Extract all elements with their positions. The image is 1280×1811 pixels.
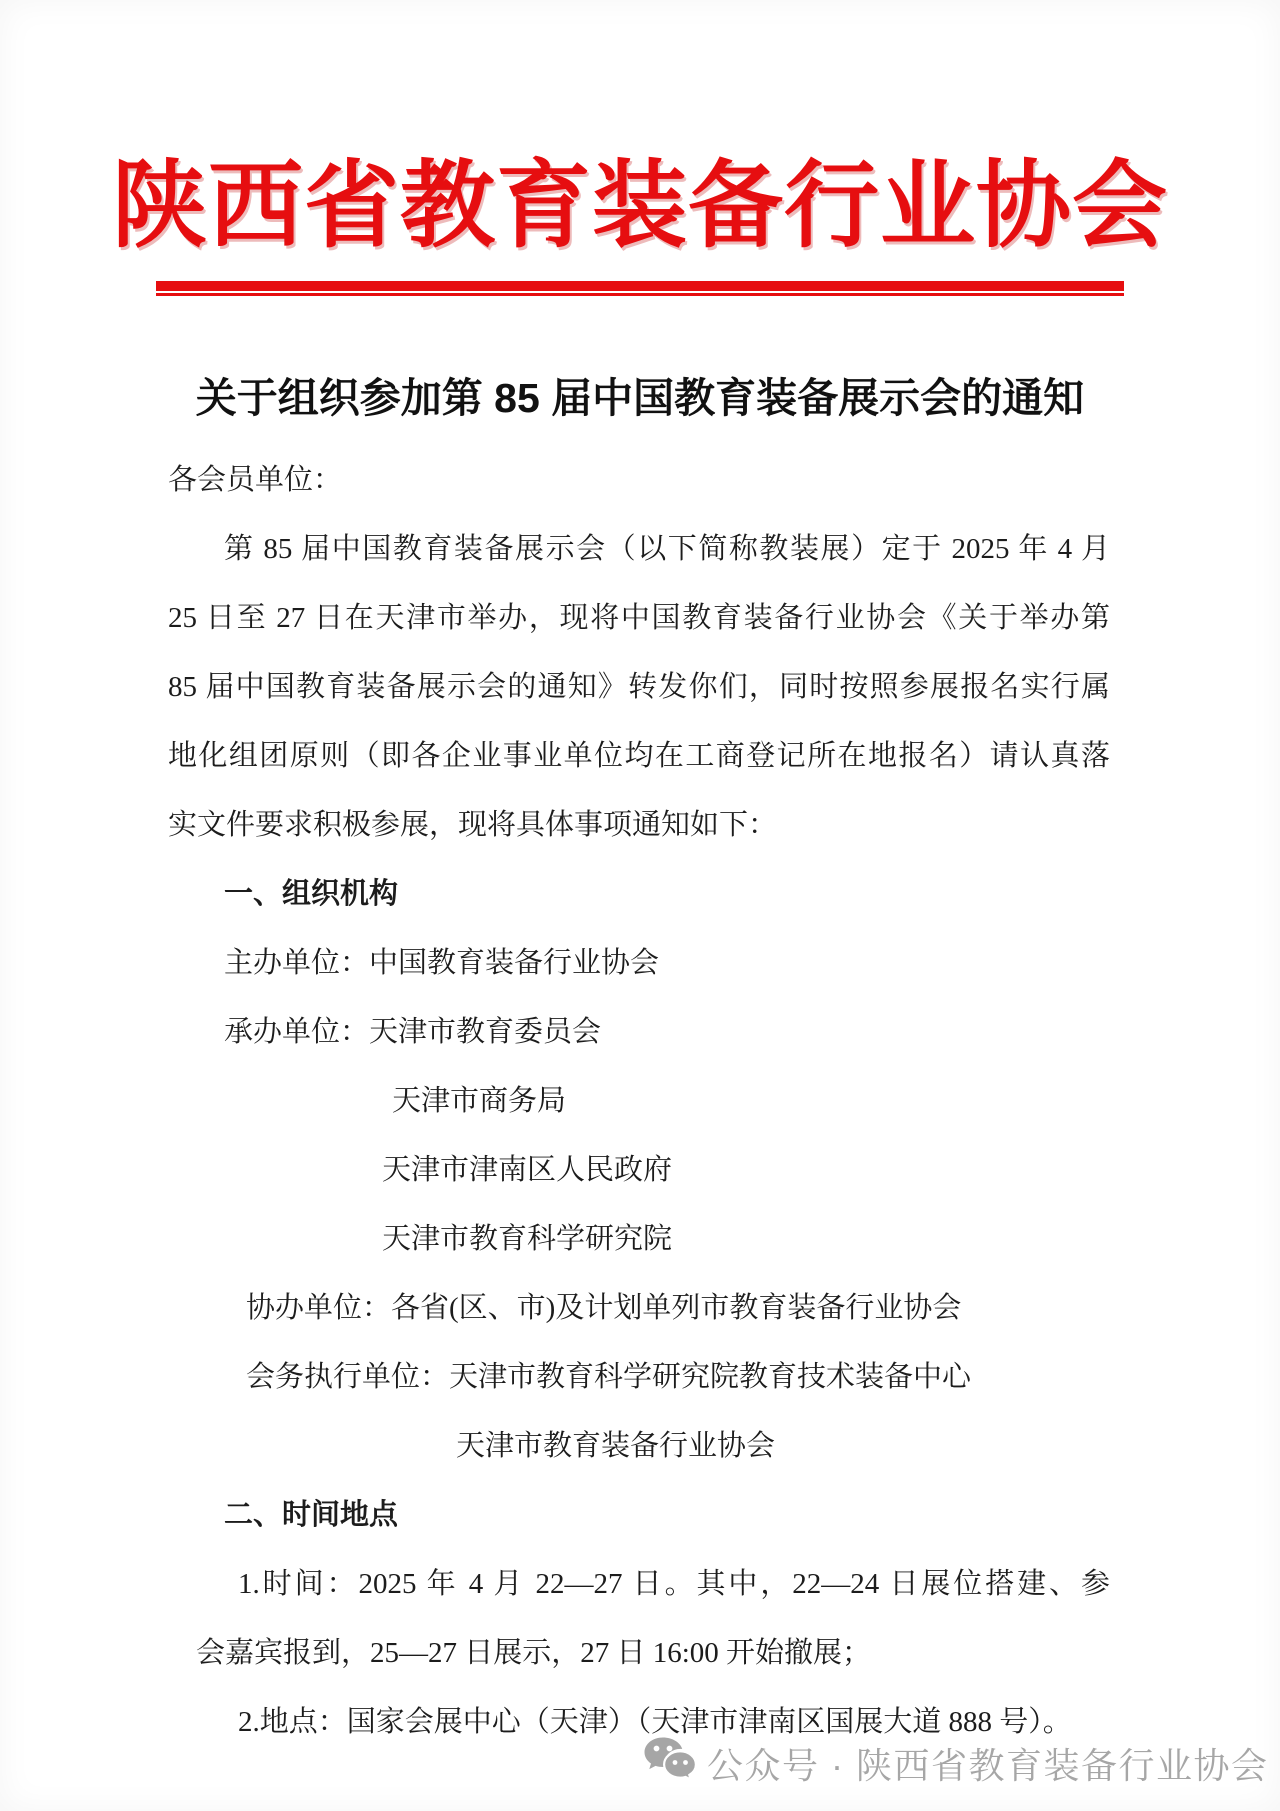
notice-body xyxy=(168,446,1110,1757)
paragraph-line: 实文件要求积极参展，现将具体事项通知如下： xyxy=(168,809,778,841)
org-organizer-cont-line: 天津市津南区人民政府 xyxy=(382,1154,673,1186)
venue-line: 2.地点：国家会展中心（天津）（天津市津南区国展大道 888 号）。 xyxy=(238,1706,1072,1738)
paragraph-line: 85 届中国教育装备展示会的通知》转发你们，同时按照参展报名实行属 xyxy=(168,671,1110,703)
watermark-text: 公众号 · 陕西省教育装备行业协会 xyxy=(707,1745,1269,1786)
masthead-rule xyxy=(156,281,1124,296)
org-executive-cont-line: 天津市教育装备行业协会 xyxy=(456,1430,776,1462)
section-2-heading: 二、时间地点 xyxy=(224,1499,399,1531)
org-organizer-cont-line: 天津市教育科学研究院 xyxy=(382,1223,673,1255)
org-host-line: 主办单位：中国教育装备行业协会 xyxy=(224,947,660,979)
masthead-title: 陕西省教育装备行业协会 xyxy=(111,153,1168,259)
salutation-line: 各会员单位： xyxy=(168,464,343,496)
masthead-rule-thick xyxy=(156,281,1124,291)
wechat-icon xyxy=(643,1736,697,1791)
paragraph-line: 地化组团原则（即各企业事业单位均在工商登记所在地报名）请认真落 xyxy=(168,740,1110,772)
org-executive-line: 会务执行单位：天津市教育科学研究院教育技术装备中心 xyxy=(246,1361,972,1393)
paragraph-line: 第 85 届中国教育装备展示会（以下简称教装展）定于 2025 年 4 月 xyxy=(224,533,1110,565)
notice-title: 关于组织参加第 85 届中国教育装备展示会的通知 xyxy=(195,375,1085,421)
section-1-heading: 一、组织机构 xyxy=(224,878,399,910)
time-line: 1.时间：2025 年 4 月 22—27 日。其中，22—24 日展位搭建、参 xyxy=(238,1568,1110,1600)
paragraph-line: 25 日至 27 日在天津市举办，现将中国教育装备行业协会《关于举办第 xyxy=(168,602,1110,634)
masthead-rule-thin xyxy=(156,293,1124,296)
org-coorganizer-line: 协办单位：各省(区、市)及计划单列市教育装备行业协会 xyxy=(246,1292,962,1324)
org-organizer-line: 承办单位：天津市教育委员会 xyxy=(224,1016,602,1048)
org-organizer-cont-line: 天津市商务局 xyxy=(392,1085,567,1117)
watermark xyxy=(643,1736,1269,1791)
time-cont-line: 会嘉宾报到，25—27 日展示，27 日 16:00 开始撤展； xyxy=(196,1637,872,1669)
